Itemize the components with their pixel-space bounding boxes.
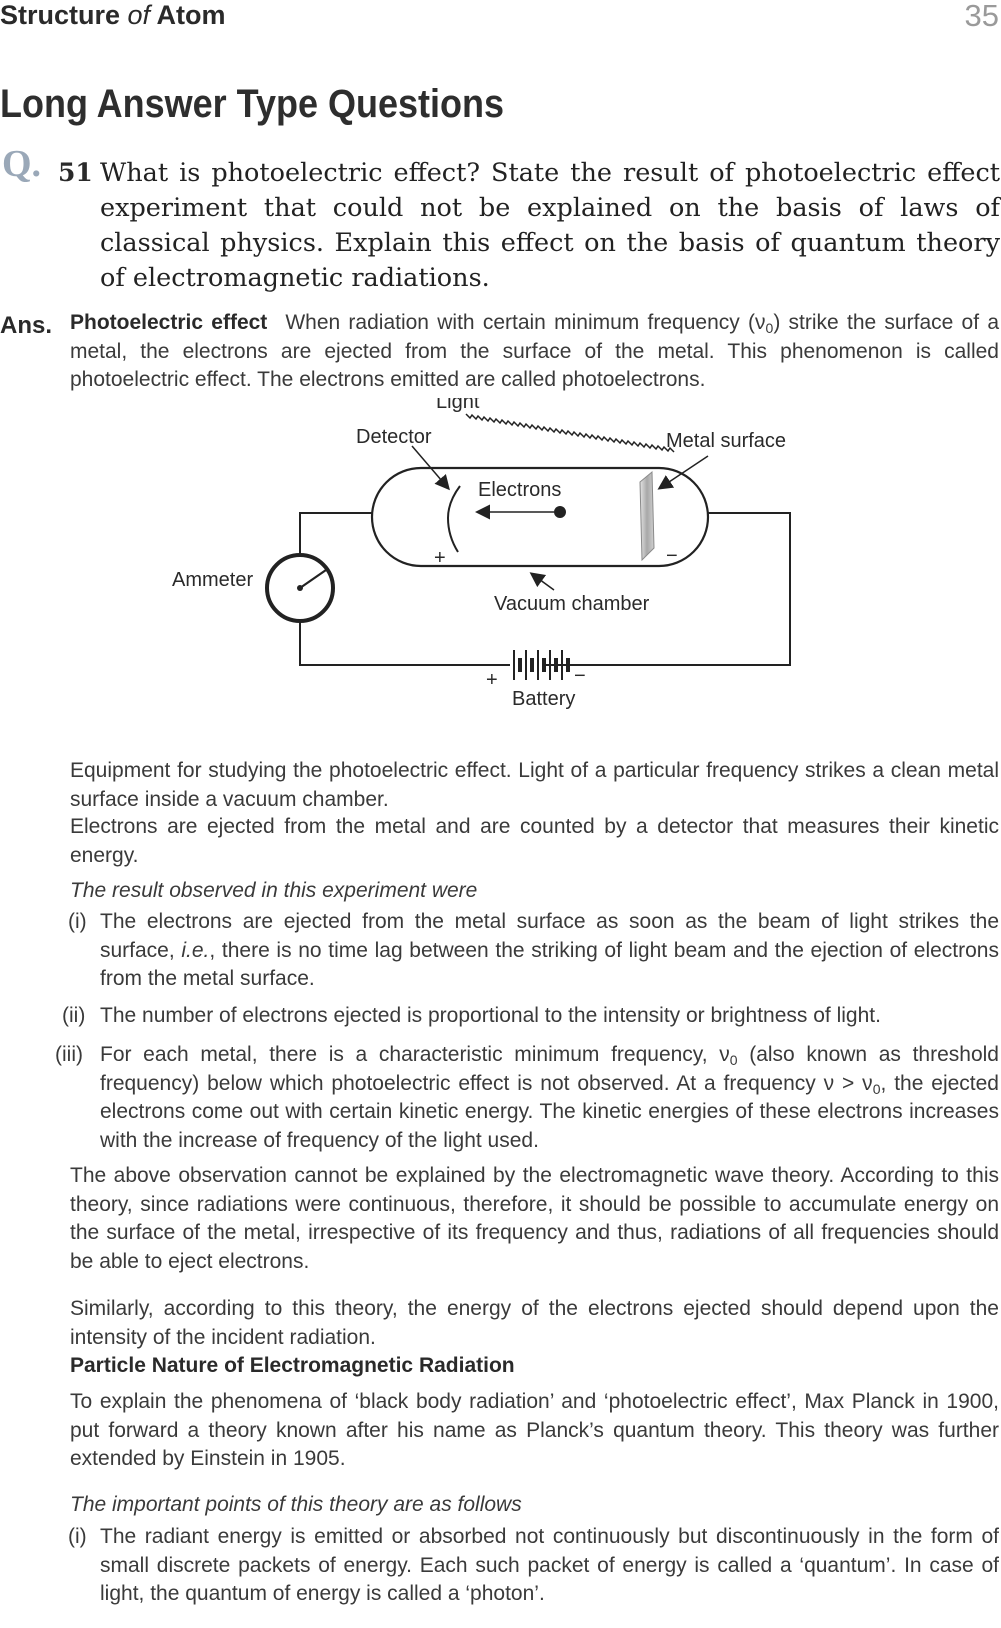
electron-dot [554,506,566,518]
label-electrons: Electrons [478,479,562,501]
metal-surface-plate [640,472,654,560]
label-ammeter: Ammeter [172,569,254,591]
points-intro: The important points of this theory are as follows [70,1493,522,1516]
label-metal-minus: − [666,545,678,567]
label-vacuum-chamber: Vacuum chamber [494,593,650,615]
label-battery: Battery [512,688,576,710]
list-item-text: The number of electrons ejected is proportional to the intensity or brightness of light. [100,1004,881,1027]
answer-lead: Photoelectric effect [70,311,268,334]
list-marker: (iii) [55,1043,83,1066]
figure-caption-2: Electrons are ejected from the metal and are counted by a detector that measures their kinetic energy. [70,815,999,867]
label-detector-plus: + [434,547,446,569]
label-detector: Detector [356,426,432,448]
vacuum-chamber-pointer [532,574,554,590]
question-number: 51 [58,158,93,187]
label-metal-surface: Metal surface [666,430,787,452]
paragraph-wave-theory: The above observation cannot be explained by the electromagnetic wave theory. According to this theory, since radiations were continuous, therefore, it should be possible to accumulate energy on the surface of the metal, irrespective of its frequency and thus, radiations of all frequencies should be able to eject electrons. [70,1164,999,1273]
paragraph-planck: To explain the phenomena of ‘black body radiation’ and ‘photoelectric effect’, Max Planck in 1900, put forward a theory known after his name as Planck’s quantum theory. This theory was further extended by Einstein in 1905. [70,1390,999,1470]
light-ray [466,414,674,452]
photoelectric-apparatus-diagram [160,398,840,743]
label-light: Light [436,398,480,413]
results-intro: The result observed in this experiment were [70,879,478,902]
list-item-text: The radiant energy is emitted or absorbed not continuously but discontinuously in the form of small discrete packets of energy. Each such packet of energy is called a ‘quantum’. In case of light, the quantum of energy is called a ‘photon’. [100,1525,999,1605]
question-text: What is photoelectric effect? State the result of photoelectric effect experiment that could not be explained on the basis of laws of classical physics. Explain this effect on the basis of quantum theory of electromagnetic radiations. [100,158,1000,293]
diagram-svg [160,398,840,743]
question-mark: Q. [2,143,42,185]
page-header [0,0,1001,36]
subheading: Particle Nature of Electromagnetic Radiation [70,1354,515,1377]
label-battery-plus: + [486,669,498,691]
list-item-text: For each metal, there is a characteristic minimum frequency, $\nu_0$ (also known as threshold frequency) below which photoelectric effect is not observed. At a frequency $\nu > \nu_0$, the ejected electrons come out with certain kinetic energy. The kinetic energies of these electrons increases with the increase of frequency of the light used. [100,1043,999,1152]
list-marker: (i) [68,1525,87,1548]
list-marker: (ii) [62,1004,86,1027]
answer-paragraph: Photoelectric effect When radiation with certain minimum frequency $(\nu_0)$ strike the surface of a metal, the electrons are ejected from the surface of the metal. This phenomenon is called photoelectric effect. The electrons emitted are called photoelectrons. [70,311,999,391]
paragraph-intensity: Similarly, according to this theory, the energy of the electrons ejected should depend upon the intensity of the incident radiation. [70,1297,999,1349]
figure-caption-1: Equipment for studying the photoelectric effect. Light of a particular frequency strikes a clean metal surface inside a vacuum chamber. [70,759,999,811]
battery-cells [510,644,568,682]
list-marker: (i) [68,910,87,933]
chapter-title: Structure of Atom [0,0,226,30]
section-title: Long Answer Type Questions [0,82,505,126]
label-battery-minus: − [574,665,586,687]
list-item-text: The electrons are ejected from the metal surface as soon as the beam of light strikes the surface, i.e., there is no time lag between the striking of light beam and the ejection of electrons from the metal surface. [100,910,999,990]
answer-mark: Ans. [0,312,53,339]
page-number: 35 [964,0,999,33]
ammeter-pivot [297,585,303,591]
